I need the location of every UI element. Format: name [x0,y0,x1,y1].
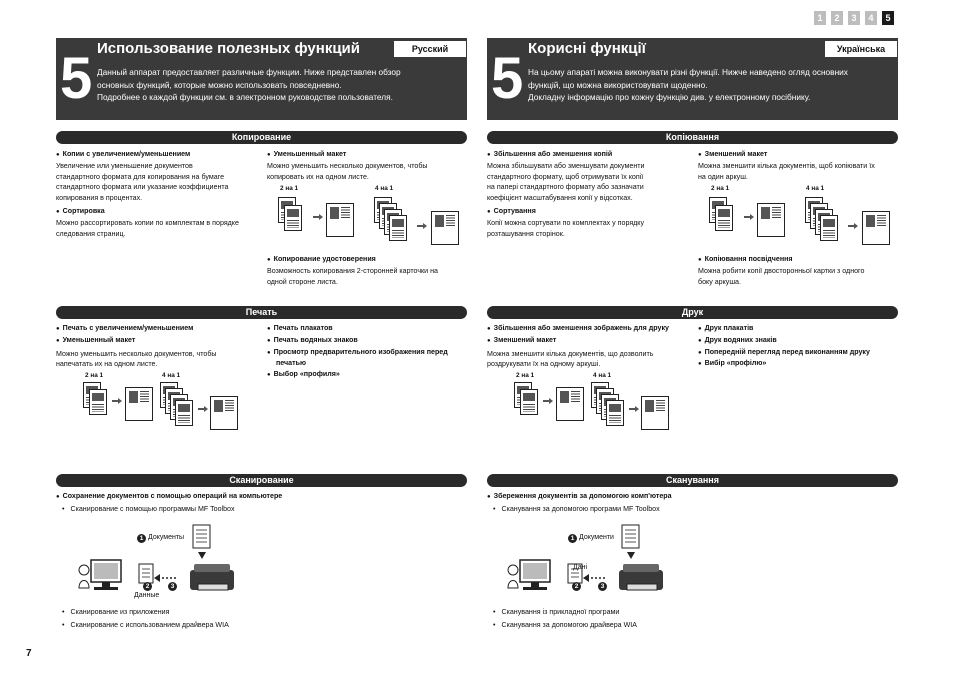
ru-title: Использование полезных функций [97,40,360,57]
ru-print-item: ● Печать с увеличением/уменьшением [56,323,261,335]
text-line: Можно рассортировать копии по комплектам в порядке [56,218,239,227]
text-line: Можна збільшувати або зменшувати документи [487,161,645,170]
ru-copy-4on1-label: 4 на 1 [375,185,394,192]
uk-print-right [698,323,898,370]
step-2-icon: 2 [143,582,152,591]
arrow-icon [417,223,427,229]
text-line: Можна зменшити кілька документів, щоб копіювати їх [698,161,875,170]
document-icon [193,525,210,548]
text-line: напечатать их на одном листе. [56,360,158,369]
arrow-icon [848,223,858,229]
ru-scan-text [56,491,467,515]
text-line: копировать их на одном листе. [267,172,369,181]
ru-copy-2on1-label: 2 на 1 [280,185,299,192]
ru-print-item: ● Уменьшенный макет [56,335,261,347]
uk-copy-id [698,254,898,287]
uk-copy-2on1-label: 2 на 1 [711,185,730,192]
text-line: боку аркуша. [698,277,741,286]
text-line: Можна робити копії двосторонньої картки з одного [698,266,865,275]
uk-scan-text [487,491,898,515]
output-sheet [862,211,890,245]
ru-scan-sub: • Сканирование с помощью программы MF Toolbox [56,504,467,515]
text-line: Увеличение или уменьшение документов [56,161,193,170]
output-sheet [326,203,354,237]
uk-language-label: Українська [825,41,897,57]
step-3-icon: 3 [598,582,607,591]
uk-scan-item: • Сканування за допомогою драйвера WIA [493,620,893,631]
uk-copy-reduced-title: ● Зменшений макет [698,149,898,161]
ru-copy-bar: Копирование [56,131,467,144]
uk-print-4on1-label: 4 на 1 [593,372,612,379]
step-1-icon: 1 [137,534,146,543]
output-sheet [431,211,459,245]
text-line: коефіцієнт масштабування копії у відсотках. [487,194,633,203]
ru-print-bar: Печать [56,306,467,319]
ru-copy-left [56,149,261,239]
ru-copy-id-title: ● Копирование удостоверения [267,254,467,266]
uk-copy-id-title: ● Копіювання посвідчення [698,254,898,266]
uk-print-item: ● Вибір «профілю» [698,358,898,370]
ru-print-item: ● Печать плакатов [267,323,472,335]
page-tab-3[interactable]: 3 [848,11,860,25]
ru-scan-items [62,607,462,631]
page-tabs [814,11,894,25]
ru-description [97,66,401,104]
uk-scan-sub: • Сканування за допомогою програми MF Toolbox [487,504,898,515]
user-icon [508,565,518,575]
text-line: копирования в процентах. [56,194,143,203]
ru-copy-sort-title: ● Сортировка [56,206,261,218]
text-line: Можна зменшити кілька документів, що дозволить [487,349,654,358]
arrow-icon [313,214,323,220]
uk-print-item: ● Збільшення або зменшення зображень для друку [487,323,697,335]
text-line: одной стороне листа. [267,277,338,286]
uk-copy-bar: Копіювання [487,131,898,144]
ru-scan-bar: Сканирование [56,474,467,487]
uk-print-left [487,323,697,370]
ru-desc-line: Данный аппарат предоставляет различные функции. Ниже представлен обзор [97,67,401,77]
doc-thumbnail [89,389,107,415]
uk-print-item: ● Друк водяних знаків [698,335,898,347]
ru-print-4on1-label: 4 на 1 [162,372,181,379]
text-line: на папері стандартного формату або зазначати [487,183,644,192]
ru-print-2on1-label: 2 на 1 [85,372,104,379]
ru-print-item: ● Выбор «профиля» [267,369,472,381]
text-line: Копії можна сортувати по комплектах у порядку [487,218,645,227]
uk-scan-bar: Сканування [487,474,898,487]
uk-scan-data-label: Дані [573,564,588,571]
ru-chapter-number: 5 [60,46,93,111]
arrow-down-icon [627,552,635,559]
uk-copy-left [487,149,692,239]
uk-desc-line: функцій, що можна використовувати щоденно. [528,79,708,90]
ru-print-right [267,323,472,381]
uk-copy-right [698,149,898,182]
arrow-icon [198,406,208,412]
arrow-icon [744,214,754,220]
doc-thumbnail [284,205,302,231]
uk-print-bar: Друк [487,306,898,319]
ru-scan-docs-label: Документы [148,534,185,541]
output-sheet [125,387,153,421]
arrow-icon [629,406,639,412]
text-line: на один аркуш. [698,172,748,181]
step-1-icon: 1 [568,534,577,543]
output-sheet [757,203,785,237]
uk-description [528,66,848,104]
ru-desc-line: основных функций, которые можно использовать повседневно. [97,79,342,90]
text-line: Можно уменьшить несколько документов, чтобы [267,161,428,170]
output-sheet [556,387,584,421]
doc-thumbnail [606,400,624,426]
text-line: стандартного формату, щоб отримувати їх копії [487,172,644,181]
uk-desc-line: На цьому апараті можна виконувати різні функції. Нижче наведено огляд основних [528,67,848,77]
ru-scan-item: • Сканирование с использованием драйвера WIA [62,620,462,631]
ru-header [56,38,467,120]
uk-print-item: ● Зменшений макет [487,335,697,347]
user-icon [79,565,89,575]
ru-print-item: ● Печать водяных знаков [267,335,472,347]
text-line: Можно уменьшить несколько документов, чтобы [56,349,217,358]
ru-copy-enlarge-title: ● Копии с увеличением/уменьшением [56,149,261,161]
ru-scan-title: ● Сохранение документов с помощью операций на компьютере [56,491,467,503]
uk-scan-title: ● Збереження документів за допомогою комп'ютера [487,491,898,503]
uk-copy-4on1-label: 4 на 1 [806,185,825,192]
text-line: стандартного формата или указание коэффициента [56,183,229,192]
uk-print-item: ● Попередній перегляд перед виконанням друку [698,347,898,359]
page-tab-5[interactable]: 5 [882,11,894,25]
output-sheet [641,396,669,430]
ru-print-item: ● Просмотр предварительного изображения перед [267,347,472,359]
uk-copy-enlarge-title: ● Збільшення або зменшення копій [487,149,692,161]
doc-thumbnail [389,215,407,241]
uk-title: Корисні функції [528,40,646,57]
uk-header [487,38,898,120]
ru-print-left [56,323,261,370]
text-line: стандартного формата для копирования на бумаге [56,172,225,181]
uk-scan-item: • Сканування із прикладної програми [493,607,893,618]
page-tab-4[interactable]: 4 [865,11,877,25]
doc-thumbnail [520,389,538,415]
doc-thumbnail [715,205,733,231]
step-2-icon: 2 [572,582,581,591]
page-tab-2[interactable]: 2 [831,11,843,25]
doc-thumbnail [820,215,838,241]
ru-print-item: печатью [276,359,307,368]
arrow-icon [543,398,553,404]
ru-copy-right [267,149,467,182]
ru-scan-item: • Сканирование из приложения [62,607,462,618]
page-number: 7 [26,648,32,659]
text-line: розташування сторінок. [487,229,565,238]
arrow-icon [112,398,122,404]
ru-desc-line: Подробнее о каждой функции см. в электронном руководстве пользователя. [97,92,393,102]
page-tab-1[interactable]: 1 [814,11,826,25]
document-icon [622,525,639,548]
uk-desc-line: Докладну інформацію про кожну функцію див. у електронному посібнику. [528,92,811,102]
uk-chapter-number: 5 [491,46,524,111]
ru-language-label: Русский [394,41,466,57]
uk-print-item: ● Друк плакатів [698,323,898,335]
uk-scan-items [493,607,893,631]
arrow-down-icon [198,552,206,559]
uk-copy-sort-title: ● Сортування [487,206,692,218]
ru-copy-reduced-title: ● Уменьшенный макет [267,149,467,161]
text-line: роздрукувати їх на одному аркуші. [487,360,601,369]
uk-print-2on1-label: 2 на 1 [516,372,535,379]
step-3-icon: 3 [168,582,177,591]
uk-scan-docs-label: Документи [579,534,614,541]
output-sheet [210,396,238,430]
doc-thumbnail [175,400,193,426]
text-line: Возможность копирования 2-сторонней карточки на [267,266,438,275]
ru-copy-id [267,254,467,287]
ru-scan-data-label: Данные [134,592,160,599]
text-line: следования страниц. [56,229,126,238]
